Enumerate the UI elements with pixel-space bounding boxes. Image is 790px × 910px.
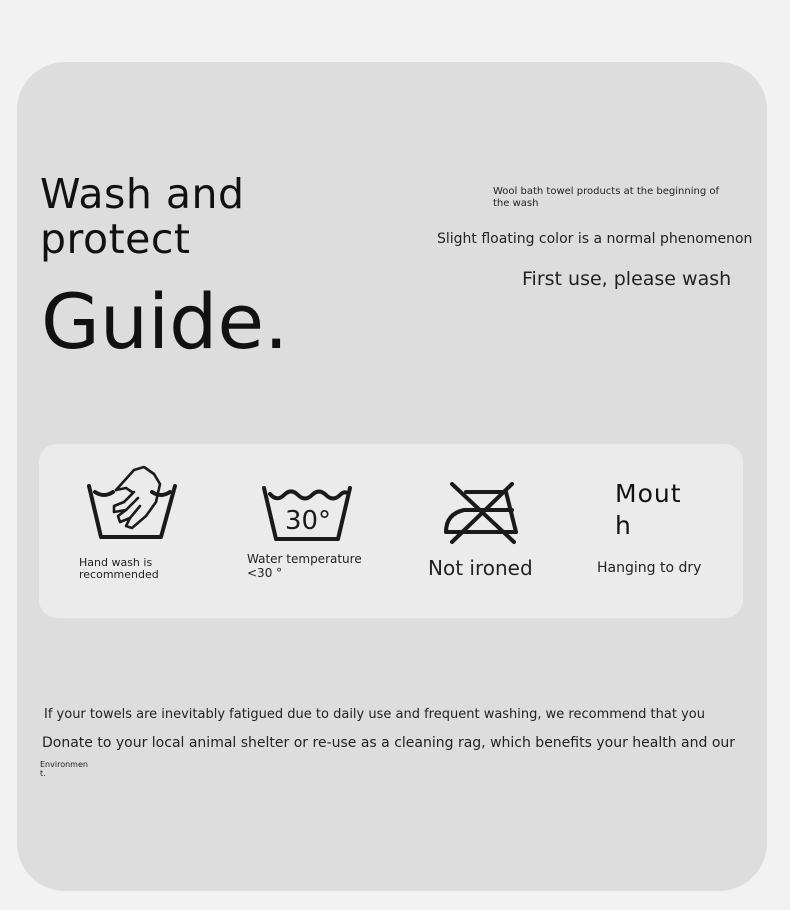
not-ironed-label: Not ironed [428,556,533,580]
hand-wash-icon [86,462,180,544]
hand-wash-label: Hand wash is recommended [79,556,159,581]
footer-line-2: Donate to your local animal shelter or re-use as a cleaning rag, which benefits your health and our [42,735,736,751]
color-note: Slight floating color is a normal phenomenon [437,231,753,247]
page-title: Wash and protect [40,170,245,263]
wool-note: Wool bath towel products at the beginning of the wash [493,186,719,209]
water-temperature-label: Water temperature <30 ° [247,552,362,580]
hanging-to-dry-label: Hanging to dry [597,560,702,576]
guide-heading: Guide. [41,277,289,366]
footer-line-3: Environment. [40,760,88,778]
footer-line-1: If your towels are inevitably fatigued due to daily use and frequent washing, we recommend that you [44,707,705,722]
wash-30-degree-icon [262,484,352,542]
wash-temperature-mark: 30° [284,506,332,536]
mouth-mark: Mouth [615,479,682,540]
first-use-note: First use, please wash [522,268,732,290]
do-not-iron-icon [444,480,520,546]
